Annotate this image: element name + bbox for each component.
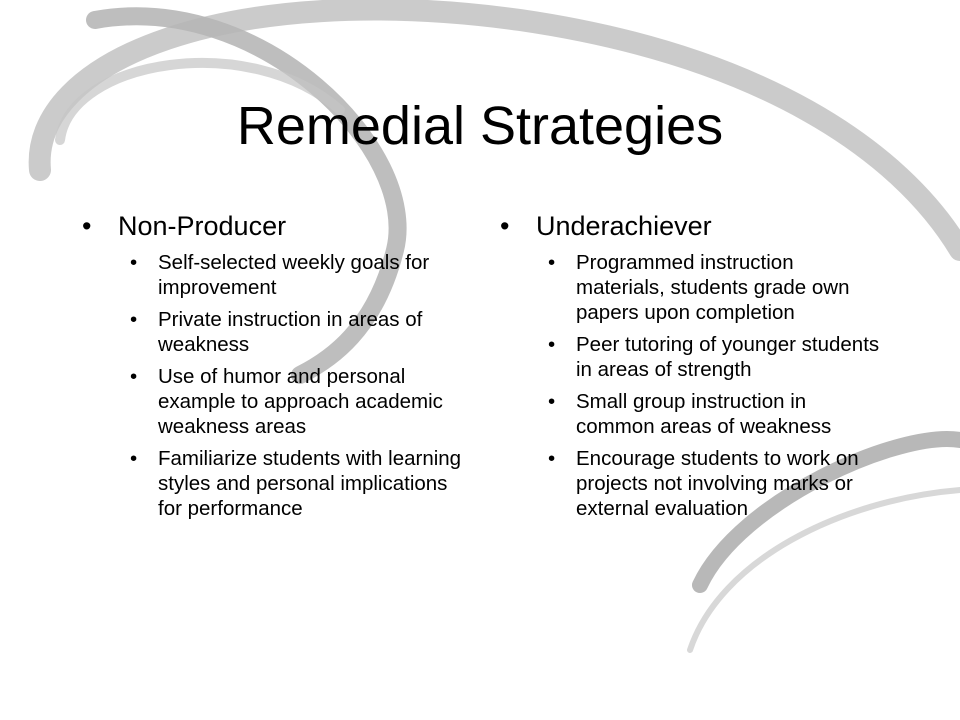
list-item-text: Private instruction in areas of weakness — [158, 308, 423, 356]
list-item-text: Self-selected weekly goals for improvement — [158, 251, 430, 299]
column-non-producer — [82, 208, 462, 528]
bullet-list — [500, 250, 885, 521]
list-item — [548, 446, 885, 521]
bullet-icon: • — [548, 447, 556, 470]
list-item-text: Encourage students to work on projects not involving marks or external evaluation — [576, 447, 859, 520]
list-item — [130, 250, 462, 300]
list-item — [130, 307, 462, 357]
list-item-text: Use of humor and personal example to approach academic weakness areas — [158, 365, 443, 438]
heading-label: Non-Producer — [118, 211, 287, 241]
list-item-text: Peer tutoring of younger students in areas of strength — [576, 333, 880, 381]
bullet-list — [82, 250, 462, 521]
heading-label: Underachiever — [536, 211, 712, 241]
list-item — [130, 364, 462, 439]
list-item — [130, 446, 462, 521]
bullet-icon: • — [130, 251, 138, 274]
list-item-text: Small group instruction in common areas of weakness — [576, 390, 832, 438]
list-item-text: Programmed instruction materials, students grade own papers upon completion — [576, 251, 850, 324]
bullet-icon: • — [500, 211, 510, 241]
list-item — [548, 250, 885, 325]
slide-title: Remedial Strategies — [236, 96, 724, 156]
list-item — [548, 332, 885, 382]
bullet-icon: • — [548, 333, 556, 356]
bullet-icon: • — [130, 308, 138, 331]
bullet-icon: • — [82, 211, 92, 241]
list-item — [548, 389, 885, 439]
column-underachiever — [500, 208, 885, 528]
bullet-icon: • — [548, 251, 556, 274]
bullet-icon: • — [130, 365, 138, 388]
column-heading — [500, 208, 885, 244]
list-item-text: Familiarize students with learning styles and personal implications for performance — [158, 447, 462, 520]
column-heading — [82, 208, 462, 244]
bullet-icon: • — [130, 447, 138, 470]
bullet-icon: • — [548, 390, 556, 413]
